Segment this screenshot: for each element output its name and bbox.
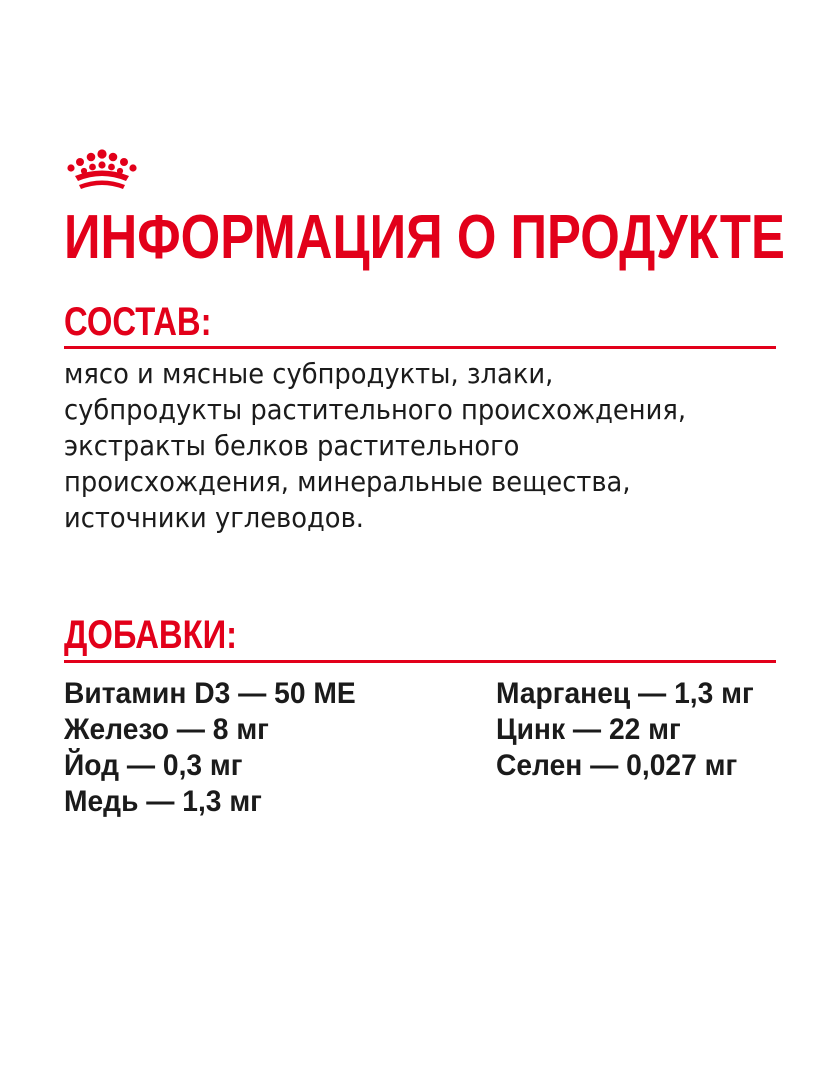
composition-line: субпродукты растительного происхождения, xyxy=(64,393,687,426)
additive-item: Железо — 8 мг xyxy=(64,713,269,746)
additive-item: Медь — 1,3 мг xyxy=(64,785,262,818)
composition-text xyxy=(64,356,708,536)
additives-list-right xyxy=(496,676,770,784)
composition-divider xyxy=(64,346,776,349)
additives-divider xyxy=(64,660,776,663)
composition-line: происхождения, минеральные вещества, xyxy=(64,465,631,498)
additive-item: Витамин D3 — 50 МЕ xyxy=(64,677,356,710)
additive-item: Селен — 0,027 мг xyxy=(496,749,738,782)
composition-line: мясо и мясные субпродукты, злаки, xyxy=(64,357,554,390)
composition-heading: СОСТАВ: xyxy=(64,300,212,344)
additive-item: Йод — 0,3 мг xyxy=(64,749,243,782)
additive-item: Марганец — 1,3 мг xyxy=(496,677,754,710)
page-title: ИНФОРМАЦИЯ О ПРОДУКТЕ xyxy=(64,203,785,272)
composition-line: источники углеводов. xyxy=(64,501,364,534)
additives-list-left xyxy=(64,676,374,820)
composition-line: экстракты белков растительного xyxy=(64,429,520,462)
additives-heading: ДОБАВКИ: xyxy=(64,613,238,657)
crown-icon xyxy=(64,148,140,194)
additive-item: Цинк — 22 мг xyxy=(496,713,681,746)
